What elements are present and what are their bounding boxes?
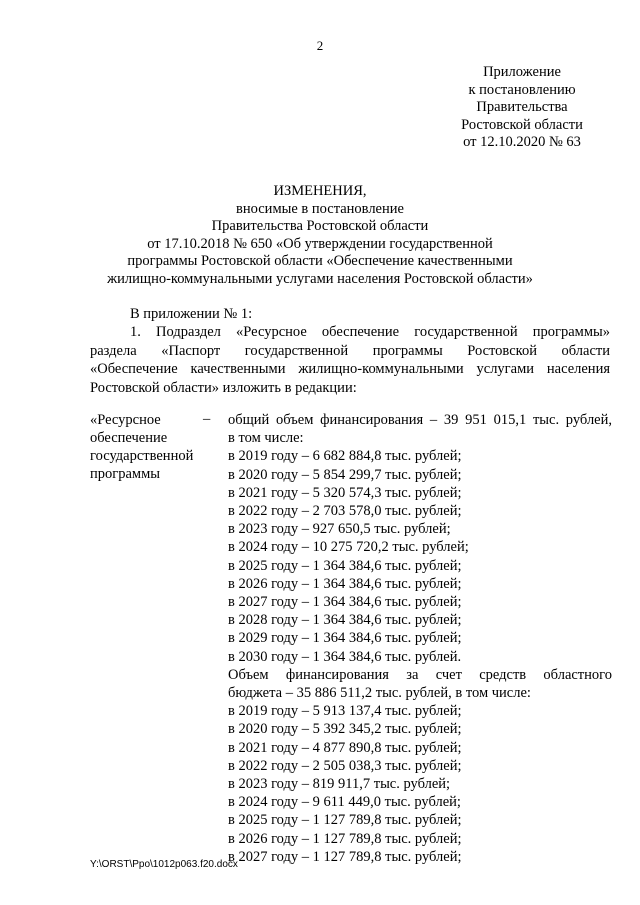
funding-year-line: в 2020 году – 5 854 299,7 тыс. рублей; — [228, 466, 462, 483]
title-heading: ИЗМЕНЕНИЯ, — [273, 183, 367, 199]
funding-regional-year-line: в 2019 году – 5 913 137,4 тыс. рублей; — [228, 703, 462, 720]
funding-year-line: в 2026 году – 1 364 384,6 тыс. рублей; — [228, 575, 462, 592]
appendix-block — [452, 64, 592, 152]
section-label-line: обеспечение — [90, 430, 168, 446]
funding-year-line: в 2023 году – 927 650,5 тыс. рублей; — [228, 521, 451, 538]
section-dash: – — [203, 411, 211, 427]
paragraph-1 — [90, 323, 610, 397]
file-path-footer: Y:\ORST\Ppo\1012p063.f20.docx — [90, 859, 238, 870]
title-line: Правительства Ростовской области — [211, 218, 429, 234]
funding-regional-year-line: в 2022 году – 2 505 038,3 тыс. рублей; — [228, 757, 462, 774]
section-label-line: государственной — [90, 448, 194, 464]
paragraph-line: раздела «Паспорт государственной программы Ростовской области — [90, 342, 610, 359]
appendix-line: Правительства — [476, 99, 568, 115]
funding-regional-year-line: в 2023 году – 819 911,7 тыс. рублей; — [228, 776, 451, 793]
funding-regional-year-line: в 2026 году – 1 127 789,8 тыс. рублей; — [228, 830, 462, 847]
funding-year-line: в 2022 году – 2 703 578,0 тыс. рублей; — [228, 503, 462, 520]
funding-block — [228, 411, 612, 866]
appendix-line: Приложение — [483, 64, 561, 80]
paragraph-line: 1. Подраздел «Ресурсное обеспечение государственной программы» — [130, 324, 610, 340]
paragraph-line: Ростовской области» изложить в редакции: — [90, 379, 357, 396]
paragraph-line: «Обеспечение качественными жилищно-коммунальными услугами населения — [90, 361, 610, 377]
funding-year-line: в 2029 году – 1 364 384,6 тыс. рублей; — [228, 630, 462, 647]
funding-regional-year-line: в 2024 году – 9 611 449,0 тыс. рублей; — [228, 794, 461, 811]
appendix-line: Ростовской области — [461, 116, 583, 133]
section-label-line: «Ресурсное — [90, 412, 161, 428]
page-number: 2 — [316, 38, 324, 53]
title-line: программы Ростовской области «Обеспечение качественными — [127, 253, 513, 269]
document-title — [100, 183, 540, 288]
funding-year-line: в 2027 году – 1 364 384,6 тыс. рублей; — [228, 594, 462, 611]
appendix-line: к постановлению — [468, 81, 576, 98]
funding-year-line: в 2030 году – 1 364 384,6 тыс. рублей. — [228, 648, 462, 665]
funding-year-line: в 2021 году – 5 320 574,3 тыс. рублей; — [228, 484, 462, 501]
funding-total-line: общий объем финансирования – 39 951 015,1 тыс. рублей, — [228, 412, 612, 428]
funding-regional-year-line: в 2027 году – 1 127 789,8 тыс. рублей; — [228, 848, 462, 865]
funding-year-line: в 2024 году – 10 275 720,2 тыс. рублей; — [228, 539, 469, 556]
funding-regional-line: бюджета – 35 886 511,2 тыс. рублей, в том числе: — [228, 685, 531, 702]
section-label-line: программы — [90, 466, 160, 482]
title-line: от 17.10.2018 № 650 «Об утверждении государственной — [147, 235, 493, 252]
funding-regional-line: Объем финансирования за счет средств областного — [228, 666, 612, 683]
funding-regional-year-line: в 2021 году – 4 877 890,8 тыс. рублей; — [228, 739, 462, 756]
intro-text: В приложении № 1: — [130, 306, 253, 322]
funding-year-line: в 2025 году – 1 364 384,6 тыс. рублей; — [228, 557, 462, 574]
title-line: вносимые в постановление — [236, 200, 404, 217]
funding-year-line: в 2019 году – 6 682 884,8 тыс. рублей; — [228, 448, 462, 465]
appendix-line: от 12.10.2020 № 63 — [463, 134, 581, 150]
title-line: жилищно-коммунальными услугами населения Ростовской области» — [107, 270, 533, 287]
funding-total-line: в том числе: — [228, 430, 304, 447]
funding-regional-year-line: в 2025 году – 1 127 789,8 тыс. рублей; — [228, 812, 462, 829]
funding-year-line: в 2028 году – 1 364 384,6 тыс. рублей; — [228, 612, 462, 629]
funding-regional-year-line: в 2020 году – 5 392 345,2 тыс. рублей; — [228, 721, 462, 738]
